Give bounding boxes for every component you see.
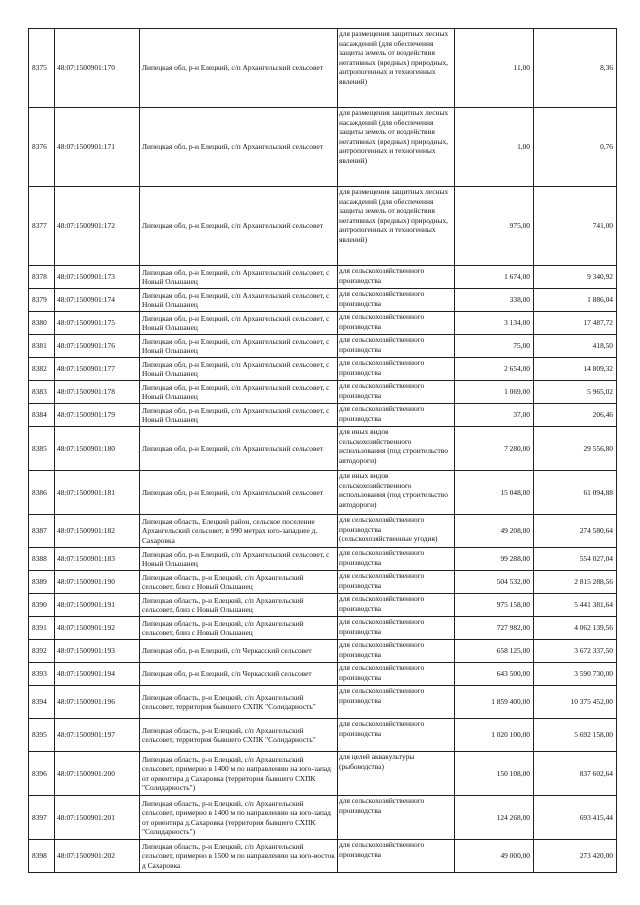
cadastral-value-cell: 61 094,88 — [534, 471, 617, 515]
cadastral-number-cell: 48:07:1500901:176 — [55, 335, 140, 358]
area-cell: 124 268,00 — [455, 796, 534, 840]
area-cell: 11,00 — [455, 29, 534, 108]
row-number-cell: 8396 — [29, 752, 55, 796]
table-row — [29, 796, 617, 840]
row-number-cell: 8393 — [29, 663, 55, 686]
row-number-cell: 8378 — [29, 266, 55, 289]
row-number-cell: 8391 — [29, 617, 55, 640]
row-number-cell: 8375 — [29, 29, 55, 108]
cadastral-number-cell: 48:07:1500901:192 — [55, 617, 140, 640]
cadastral-value-cell: 8,36 — [534, 29, 617, 108]
cadastral-number-cell: 48:07:1500901:174 — [55, 289, 140, 312]
table-row — [29, 358, 617, 381]
area-cell: 49 000,00 — [455, 840, 534, 873]
row-number-cell: 8394 — [29, 686, 55, 719]
address-cell: Липецкая обл, р-н Елецкий, с/п Архангельский сельсовет, с Новый Ольшанец — [140, 358, 338, 381]
row-number-cell: 8386 — [29, 471, 55, 515]
cadastral-value-cell: 0,76 — [534, 108, 617, 187]
row-number-cell: 8380 — [29, 312, 55, 335]
table-row — [29, 640, 617, 663]
row-number-cell: 8381 — [29, 335, 55, 358]
address-cell: Липецкая область, Елецкий район, сельское поселение Архангельский сельсовет, в 990 метрах юго-западнее д. Сахаровка — [140, 515, 338, 548]
table-row — [29, 752, 617, 796]
row-number-cell: 8395 — [29, 719, 55, 752]
area-cell: 49 208,00 — [455, 515, 534, 548]
cadastral-number-cell: 48:07:1500901:170 — [55, 29, 140, 108]
address-cell: Липецкая обл, р-н Елецкий, с/п Архангельский сельсовет — [140, 427, 338, 471]
cadastral-number-cell: 48:07:1500901:193 — [55, 640, 140, 663]
land-use-cell: для сельскохозяйственного производства (сельскохозяйственные угодия) — [338, 515, 455, 548]
row-number-cell: 8390 — [29, 594, 55, 617]
cadastral-number-cell: 48:07:1500901:180 — [55, 427, 140, 471]
table-row — [29, 719, 617, 752]
table-row — [29, 594, 617, 617]
address-cell: Липецкая обл, р-н Елецкий, с/п Архангельский сельсовет, с Новый Ольшанец — [140, 335, 338, 358]
area-cell: 7 280,00 — [455, 427, 534, 471]
table-body — [29, 29, 617, 873]
land-use-cell: для сельскохозяйственного производства — [338, 617, 455, 640]
row-number-cell: 8377 — [29, 187, 55, 266]
cadastral-value-cell: 5 441 381,64 — [534, 594, 617, 617]
cadastral-number-cell: 48:07:1500901:178 — [55, 381, 140, 404]
address-cell: Липецкая область, р-н Елецкий, с/п Архангельский сельсовет, территория бывшего СХПК "Солидарность" — [140, 719, 338, 752]
land-use-cell: для сельскохозяйственного производства — [338, 266, 455, 289]
row-number-cell: 8388 — [29, 548, 55, 571]
area-cell: 658 125,00 — [455, 640, 534, 663]
land-use-cell: для сельскохозяйственного производства — [338, 358, 455, 381]
address-cell: Липецкая область, р-н Елецкий, с/п Архангельский сельсовет, близ с Новый Ольшанец — [140, 617, 338, 640]
address-cell: Липецкая область, р-н Елецкий, с/п Архангельский сельсовет, близ с Новый Ольшанец — [140, 571, 338, 594]
cadastral-value-cell: 2 815 288,56 — [534, 571, 617, 594]
table-row — [29, 404, 617, 427]
cadastral-number-cell: 48:07:1500901:175 — [55, 312, 140, 335]
cadastral-value-cell: 418,50 — [534, 335, 617, 358]
row-number-cell: 8379 — [29, 289, 55, 312]
land-use-cell: для сельскохозяйственного производства — [338, 312, 455, 335]
area-cell: 75,00 — [455, 335, 534, 358]
cadastral-value-cell: 17 487,72 — [534, 312, 617, 335]
area-cell: 15 048,00 — [455, 471, 534, 515]
area-cell: 1 069,00 — [455, 381, 534, 404]
table-row — [29, 266, 617, 289]
cadastral-number-cell: 48:07:1500901:183 — [55, 548, 140, 571]
address-cell: Липецкая обл, р-н Елецкий, с/п Черкасский сельсовет — [140, 640, 338, 663]
table-row — [29, 312, 617, 335]
address-cell: Липецкая область, р-н Елецкий, с/п Архангельский сельсовет, примерно в 1500 м по направлению на юго-восток д Сахаровка — [140, 840, 338, 873]
cadastral-number-cell: 48:07:1500901:197 — [55, 719, 140, 752]
address-cell: Липецкая обл, р-н Елецкий, с/п Архангельский сельсовет — [140, 108, 338, 187]
cadastral-number-cell: 48:07:1500901:173 — [55, 266, 140, 289]
cadastral-value-cell: 274 580,64 — [534, 515, 617, 548]
row-number-cell: 8397 — [29, 796, 55, 840]
area-cell: 37,00 — [455, 404, 534, 427]
address-cell: Липецкая обл, р-н Елецкий, с/п Архангельский сельсовет — [140, 187, 338, 266]
area-cell: 99 288,00 — [455, 548, 534, 571]
land-use-cell: для размещения защитных лесных насаждений (для обеспечения защиты земель от воздействия негативных (вредных) природных, антропогенных и техногенных явлений) — [338, 29, 455, 108]
row-number-cell: 8392 — [29, 640, 55, 663]
cadastral-number-cell: 48:07:1500901:177 — [55, 358, 140, 381]
table-row — [29, 108, 617, 187]
land-use-cell: для сельскохозяйственного производства — [338, 381, 455, 404]
cadastral-number-cell: 48:07:1500901:196 — [55, 686, 140, 719]
land-use-cell: для сельскохозяйственного производства — [338, 686, 455, 719]
address-cell: Липецкая обл, р-н Елецкий, с/п Архангельский сельсовет, с Новый Ольшанец — [140, 266, 338, 289]
land-use-cell: для сельскохозяйственного производства — [338, 548, 455, 571]
table-row — [29, 548, 617, 571]
cadastral-number-cell: 48:07:1500901:200 — [55, 752, 140, 796]
cadastral-number-cell: 48:07:1500901:171 — [55, 108, 140, 187]
cadastral-number-cell: 48:07:1500901:172 — [55, 187, 140, 266]
area-cell: 1 020 100,00 — [455, 719, 534, 752]
land-use-cell: для сельскохозяйственного производства — [338, 335, 455, 358]
table-row — [29, 289, 617, 312]
area-cell: 2 654,00 — [455, 358, 534, 381]
area-cell: 1 859 400,00 — [455, 686, 534, 719]
land-use-cell: для сельскохозяйственного производства — [338, 796, 455, 840]
address-cell: Липецкая обл, р-н Елецкий, с/п Архангельский сельсовет — [140, 29, 338, 108]
address-cell: Липецкая обл, р-н Елецкий, с/п Архангельский сельсовет, с Новый Ольшанец — [140, 548, 338, 571]
cadastral-number-cell: 48:07:1500901:181 — [55, 471, 140, 515]
table-row — [29, 427, 617, 471]
cadastral-number-cell: 48:07:1500901:202 — [55, 840, 140, 873]
area-cell: 1 674,00 — [455, 266, 534, 289]
address-cell: Липецкая обл, р-н Елецкий, с/п Архангельский сельсовет, с Новый Ольшанец — [140, 381, 338, 404]
cadastral-value-cell: 9 340,92 — [534, 266, 617, 289]
address-cell: Липецкая обл, р-н Елецкий, с/п Черкасский сельсовет — [140, 663, 338, 686]
table-row — [29, 471, 617, 515]
cadastral-value-cell: 273 420,00 — [534, 840, 617, 873]
cadastral-value-cell: 3 590 730,00 — [534, 663, 617, 686]
table-row — [29, 663, 617, 686]
area-cell: 150 108,00 — [455, 752, 534, 796]
cadastral-value-cell: 741,00 — [534, 187, 617, 266]
address-cell: Липецкая обл, р-н Елецкий, с/п Архангельский сельсовет — [140, 471, 338, 515]
cadastral-value-cell: 1 886,04 — [534, 289, 617, 312]
land-use-cell: для целей аквакультуры (рыбоводства) — [338, 752, 455, 796]
cadastral-number-cell: 48:07:1500901:194 — [55, 663, 140, 686]
address-cell: Липецкая обл, р-н Елецкий, с/п Архангельский сельсовет, с Новый Ольшанец — [140, 404, 338, 427]
row-number-cell: 8385 — [29, 427, 55, 471]
land-use-cell: для иных видов сельскохозяйственного использования (под строительство автодороги) — [338, 471, 455, 515]
cadastral-value-cell: 206,46 — [534, 404, 617, 427]
row-number-cell: 8387 — [29, 515, 55, 548]
row-number-cell: 8376 — [29, 108, 55, 187]
row-number-cell: 8384 — [29, 404, 55, 427]
cadastral-value-cell: 14 809,32 — [534, 358, 617, 381]
row-number-cell: 8389 — [29, 571, 55, 594]
address-cell: Липецкая обл, р-н Елецкий, с/п Алхангельский сельсовет, с Новый Ольшанец — [140, 289, 338, 312]
land-use-cell: для размещения защитных лесных насаждений (для обеспечения защиты земель от воздействия негативных (вредных) природных, антропогенных и техногенных явлений) — [338, 187, 455, 266]
address-cell: Липецкая область, р-н Елецкий, с/п Архангельский сельсовет, территория бывшего СХПК "Солидарность" — [140, 686, 338, 719]
area-cell: 504 532,00 — [455, 571, 534, 594]
area-cell: 727 982,00 — [455, 617, 534, 640]
table-row — [29, 335, 617, 358]
address-cell: Липецкая область, р-н Елецкий, с/п Архангельский сельсовет, примерно в 1400 м по направлению на юго-запад от ориентира д Сахаровка (территория бывшего СХПК "Солидарность") — [140, 752, 338, 796]
area-cell: 1,00 — [455, 108, 534, 187]
land-use-cell: для сельскохозяйственного производства — [338, 663, 455, 686]
land-use-cell: для сельскохозяйственного производства — [338, 289, 455, 312]
row-number-cell: 8382 — [29, 358, 55, 381]
document-page — [28, 28, 616, 873]
cadastral-value-cell: 693 415,44 — [534, 796, 617, 840]
cadastral-number-cell: 48:07:1500901:190 — [55, 571, 140, 594]
table-row — [29, 29, 617, 108]
area-cell: 975,00 — [455, 187, 534, 266]
cadastral-value-cell: 10 375 452,00 — [534, 686, 617, 719]
table-row — [29, 617, 617, 640]
table-row — [29, 686, 617, 719]
land-use-cell: для сельскохозяйственного производства — [338, 640, 455, 663]
cadastral-number-cell: 48:07:1500901:191 — [55, 594, 140, 617]
cadastral-value-cell: 837 602,64 — [534, 752, 617, 796]
land-use-cell: для иных видов сельскохозяйственного использования (под строительство автодороги) — [338, 427, 455, 471]
area-cell: 338,00 — [455, 289, 534, 312]
cadastral-value-cell: 29 556,80 — [534, 427, 617, 471]
area-cell: 975 158,00 — [455, 594, 534, 617]
cadastral-number-cell: 48:07:1500901:182 — [55, 515, 140, 548]
area-cell: 643 500,00 — [455, 663, 534, 686]
land-use-cell: для сельскохозяйственного производства — [338, 840, 455, 873]
row-number-cell: 8398 — [29, 840, 55, 873]
land-use-cell: для размещения защитных лесных насаждений (для обеспечения защиты земель от воздействия негативных (вредных) природных, антропогенных и техногенных явлений) — [338, 108, 455, 187]
table-row — [29, 571, 617, 594]
table-row — [29, 840, 617, 873]
area-cell: 3 134,00 — [455, 312, 534, 335]
land-use-cell: для сельскохозяйственного производства — [338, 594, 455, 617]
address-cell: Липецкая область, р-н Елецкий, с/п Архангельский сельсовет, близ с Новый Ольшанец — [140, 594, 338, 617]
land-use-cell: для сельскохозяйственного производства — [338, 571, 455, 594]
cadastral-number-cell: 48:07:1500901:179 — [55, 404, 140, 427]
row-number-cell: 8383 — [29, 381, 55, 404]
cadastral-value-cell: 3 672 337,50 — [534, 640, 617, 663]
cadastral-value-cell: 5 965,02 — [534, 381, 617, 404]
address-cell: Липецкая область, р-н Елецкий, с/п Архангельский сельсовет, примерно в 1400 м по направлению на юго-запад от ориентира д.Сахаровка (территория бывшего СХПК "Солидарность") — [140, 796, 338, 840]
land-plots-table — [28, 28, 617, 873]
cadastral-value-cell: 5 692 158,00 — [534, 719, 617, 752]
cadastral-number-cell: 48:07:1500901:201 — [55, 796, 140, 840]
land-use-cell: для сельскохозяйственного производства — [338, 719, 455, 752]
cadastral-value-cell: 4 062 139,56 — [534, 617, 617, 640]
table-row — [29, 515, 617, 548]
cadastral-value-cell: 554 027,04 — [534, 548, 617, 571]
address-cell: Липецкая обл, р-н Елецкий, с/п Архангельский сельсовет, с Новый Ольшанец — [140, 312, 338, 335]
land-use-cell: для сельскохозяйственного производства — [338, 404, 455, 427]
table-row — [29, 381, 617, 404]
table-row — [29, 187, 617, 266]
